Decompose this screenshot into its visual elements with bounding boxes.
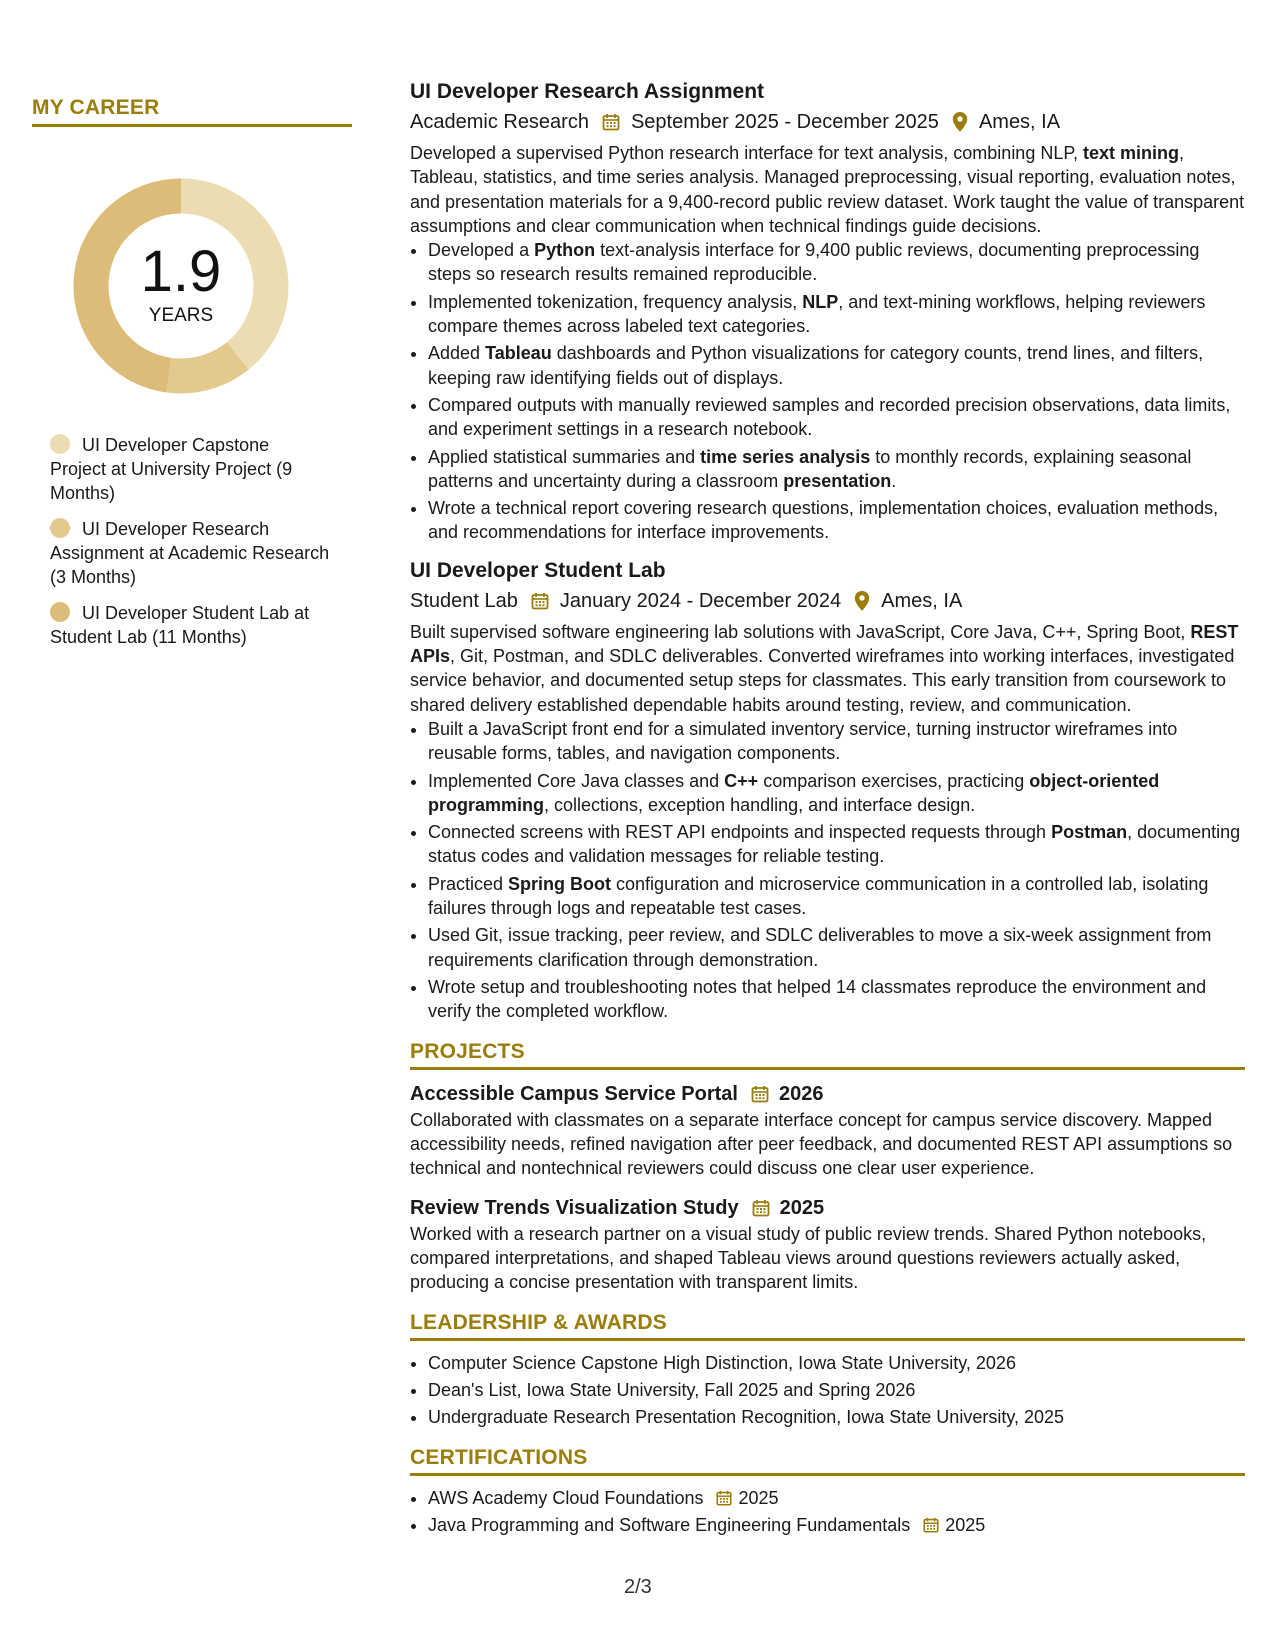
main-content bbox=[410, 78, 1245, 1541]
career-legend bbox=[50, 433, 330, 649]
legend-item bbox=[50, 433, 330, 505]
calendar-icon bbox=[922, 1516, 940, 1534]
project-description: Collaborated with classmates on a separate interface concept for campus service discovery. Mapped accessibility needs, refined navigation after peer feedback, and documented REST API assumptions so technical and nontechnical reviewers could discuss one clear user experience. bbox=[410, 1109, 1233, 1179]
certification-name: AWS Academy Cloud Foundations bbox=[428, 1488, 704, 1509]
project-description: Worked with a research partner on a visual study of public review trends. Shared Python notebooks, compared interpretations, and shaped Tableau views around questions reviewers actually asked, producing a concise presentation with transparent limits. bbox=[410, 1223, 1207, 1293]
project-header bbox=[410, 1194, 1245, 1222]
award-item: • Undergraduate Research Presentation Recognition, Iowa State University, 2025 bbox=[428, 1405, 1245, 1429]
career-donut-chart bbox=[66, 171, 296, 401]
legend-item bbox=[50, 601, 330, 649]
certification-item bbox=[428, 1513, 1245, 1537]
job-meta bbox=[410, 108, 1245, 136]
location-pin-icon bbox=[951, 111, 969, 133]
job-bullet: • Connected screens with REST API endpoints and inspected requests through Postman, documenting status codes and validation messages for reliable testing. bbox=[428, 820, 1245, 869]
job-bullet: • Developed a Python text-analysis interface for 9,400 public reviews, documenting preprocessing steps so research results remained reproducible. bbox=[428, 238, 1245, 287]
project-year: 2026 bbox=[778, 1082, 824, 1105]
certification-year: 2025 bbox=[945, 1515, 986, 1536]
job-meta bbox=[410, 587, 1245, 615]
job-bullet: • Used Git, issue tracking, peer review, and SDLC deliverables to move a six-week assignment from requirements clarification through demonstration. bbox=[428, 923, 1245, 972]
legend-dot bbox=[50, 602, 70, 622]
job-bullet: • Practiced Spring Boot configuration and microservice communication in a controlled lab, isolating failures through logs and repeatable test cases. bbox=[428, 872, 1245, 921]
legend-dot bbox=[50, 518, 70, 538]
career-title: MY CAREER bbox=[32, 96, 352, 127]
legend-label: UI Developer Research Assignment at Academic Research (3 Months) bbox=[50, 519, 330, 587]
project-name: Accessible Campus Service Portal bbox=[410, 1082, 738, 1105]
job-organization: Student Lab bbox=[410, 589, 518, 612]
job-bullet: • Wrote a technical report covering research questions, implementation choices, evaluation methods, and recommendations for interface improvements. bbox=[428, 496, 1245, 545]
certification-item bbox=[428, 1486, 1245, 1510]
certifications-list bbox=[410, 1486, 1245, 1538]
page-number: 2/3 bbox=[624, 1576, 652, 1598]
calendar-icon bbox=[530, 591, 550, 611]
job-bullet: • Wrote setup and troubleshooting notes that helped 14 classmates reproduce the environment and verify the completed workflow. bbox=[428, 975, 1245, 1024]
job-title: UI Developer Student Lab bbox=[410, 558, 666, 582]
job-description: Developed a supervised Python research interface for text analysis, combining NLP, text mining, Tableau, statistics, and time series analysis. Managed preprocessing, visual reporting, evaluation notes, and presentation materials for a 9,400-record public review dataset. Work taught the value of transparent assumptions and clear communication when technical findings guide decisions. bbox=[410, 143, 1245, 236]
job-dates: September 2025 - December 2025 bbox=[630, 111, 939, 133]
calendar-icon bbox=[750, 1084, 770, 1104]
certification-year: 2025 bbox=[738, 1488, 779, 1509]
certification-name: Java Programming and Software Engineering Fundamentals bbox=[428, 1515, 911, 1536]
calendar-icon bbox=[715, 1489, 733, 1507]
certifications-heading: CERTIFICATIONS bbox=[410, 1446, 1245, 1476]
legend-label: UI Developer Capstone Project at University Project (9 Months) bbox=[50, 435, 293, 503]
career-sidebar bbox=[32, 96, 352, 661]
job-bullet: • Built a JavaScript front end for a simulated inventory service, turning instructor wireframes into reusable forms, tables, and navigation components. bbox=[428, 717, 1245, 766]
project-name: Review Trends Visualization Study bbox=[410, 1196, 739, 1219]
job-description: Built supervised software engineering lab solutions with JavaScript, Core Java, C++, Spring Boot, REST APIs, Git, Postman, and SDLC deliverables. Converted wireframes into working interfaces, investigated service behavior, and documented setup steps for classmates. This early transition from coursework to shared delivery established dependable habits around testing, review, and communication. bbox=[410, 621, 1239, 715]
leadership-list bbox=[410, 1351, 1245, 1430]
job-bullet: • Implemented Core Java classes and C++ comparison exercises, practicing object-oriented programming, collections, exception handling, and interface design. bbox=[428, 769, 1245, 818]
project-header bbox=[410, 1080, 1245, 1108]
award-item: • Computer Science Capstone High Distinction, Iowa State University, 2026 bbox=[428, 1351, 1245, 1375]
job-title: UI Developer Research Assignment bbox=[410, 80, 765, 103]
job-bullet: • Compared outputs with manually reviewed samples and recorded precision observations, data limits, and experiment settings in a research notebook. bbox=[428, 393, 1245, 442]
job-location: Ames, IA bbox=[881, 589, 963, 612]
location-pin-icon bbox=[853, 590, 871, 612]
award-item: • Dean's List, Iowa State University, Fall 2025 and Spring 2026 bbox=[428, 1378, 1245, 1402]
job-bullets bbox=[410, 717, 1245, 1024]
calendar-icon bbox=[601, 112, 621, 132]
job-bullet: • Implemented tokenization, frequency analysis, NLP, and text-mining workflows, helping reviewers compare themes across labeled text categories. bbox=[428, 290, 1245, 339]
job-bullets bbox=[410, 238, 1245, 545]
experience-list bbox=[410, 78, 1245, 1024]
experience-entry bbox=[410, 78, 1245, 545]
project-entry bbox=[410, 1194, 1245, 1295]
calendar-icon bbox=[751, 1198, 771, 1218]
projects-heading: PROJECTS bbox=[410, 1040, 1245, 1070]
legend-dot bbox=[50, 434, 70, 454]
projects-list bbox=[410, 1080, 1245, 1295]
experience-entry bbox=[410, 557, 1245, 1024]
project-year: 2025 bbox=[779, 1196, 825, 1219]
job-bullet: • Added Tableau dashboards and Python visualizations for category counts, trend lines, and filters, keeping raw identifying fields out of displays. bbox=[428, 341, 1245, 390]
project-entry bbox=[410, 1080, 1245, 1181]
job-dates: January 2024 - December 2024 bbox=[559, 589, 842, 612]
total-years-unit: YEARS bbox=[148, 305, 214, 326]
leadership-heading: LEADERSHIP & AWARDS bbox=[410, 1311, 1245, 1341]
job-location: Ames, IA bbox=[978, 111, 1061, 133]
job-bullet: • Applied statistical summaries and time series analysis to monthly records, explaining seasonal patterns and uncertainty during a classroom presentation. bbox=[428, 445, 1245, 494]
legend-item bbox=[50, 517, 330, 589]
legend-label: UI Developer Student Lab at Student Lab (11 Months) bbox=[50, 603, 310, 647]
job-organization: Academic Research bbox=[410, 111, 589, 133]
total-years-value: 1.9 bbox=[140, 239, 222, 304]
